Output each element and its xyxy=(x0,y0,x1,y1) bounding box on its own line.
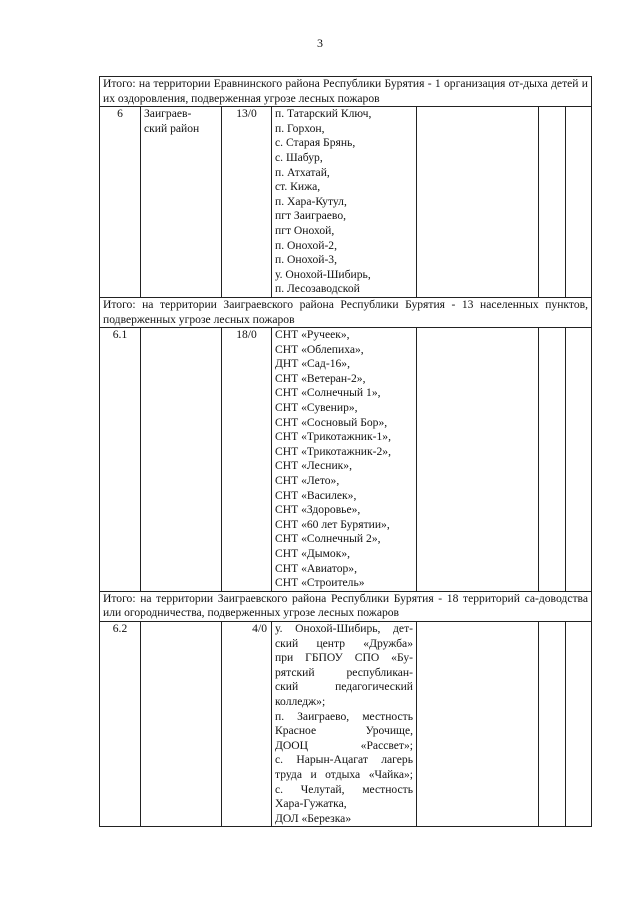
place-item: СНТ «Облепиха», xyxy=(275,342,364,356)
district-name xyxy=(141,621,222,826)
empty-cell xyxy=(539,107,566,298)
place-item: СНТ «Солнечный 2», xyxy=(275,532,381,546)
place-item: Красное Урочище, xyxy=(275,724,413,738)
place-item: пгт Заиграево, xyxy=(275,209,347,223)
total-row xyxy=(100,77,592,107)
settlement-count: 18/0 xyxy=(222,328,272,592)
district-table xyxy=(99,76,592,827)
total-row xyxy=(100,297,592,327)
place-item: с. Челутай, местность xyxy=(275,782,413,796)
place-item: пгт Онохой, xyxy=(275,223,335,237)
place-item: п. Татарский Ключ, xyxy=(275,107,372,121)
district-name: Заиграев- ский район xyxy=(141,107,222,298)
table-row xyxy=(100,621,592,826)
place-item: п. Атхатай, xyxy=(275,165,330,179)
place-item: СНТ «Ветеран-2», xyxy=(275,371,366,385)
place-item: при ГБПОУ СПО «Бу- xyxy=(275,651,413,665)
total-text: Итого: на территории Заиграевского района Республики Бурятия - 13 населенных пунктов, подверженных угрозе лесных пожаров xyxy=(100,297,592,327)
place-item: СНТ «Здоровье», xyxy=(275,503,361,517)
place-item: Хара-Гужатка, xyxy=(275,797,347,811)
place-item: СНТ «Трикотажник-1», xyxy=(275,430,391,444)
place-item: у. Онохой-Шибирь, дет- xyxy=(275,621,413,635)
empty-cell xyxy=(417,328,539,592)
place-item: СНТ «Авиатор», xyxy=(275,561,357,575)
place-item: с. Старая Брянь, xyxy=(275,136,356,150)
place-item: ский педагогический xyxy=(275,680,413,694)
place-item: СНТ «Трикотажник-2», xyxy=(275,444,391,458)
place-item: СНТ «Солнечный 1», xyxy=(275,386,381,400)
place-item: СНТ «Василек», xyxy=(275,488,357,502)
place-item: СНТ «Сосновый Бор», xyxy=(275,415,388,429)
place-item: ДООЦ «Рассвет»; xyxy=(275,738,413,752)
total-text: Итого: на территории Еравнинского района Республики Бурятия - 1 организация от-дыха детей и их оздоровления, подверженная угрозе лесных пожаров xyxy=(100,77,592,107)
total-row xyxy=(100,591,592,621)
settlement-count: 13/0 xyxy=(222,107,272,298)
empty-cell xyxy=(539,328,566,592)
row-number: 6.1 xyxy=(100,328,141,592)
settlement-count: 4/0 xyxy=(222,621,272,826)
place-item: п. Онохой-2, xyxy=(275,238,337,252)
place-item: ский центр «Дружба» xyxy=(275,636,413,650)
place-item: СНТ «Строитель» xyxy=(275,576,365,590)
row-number: 6.2 xyxy=(100,621,141,826)
place-item: колледж»; xyxy=(275,694,326,708)
row-number: 6 xyxy=(100,107,141,298)
place-item: СНТ «60 лет Бурятии», xyxy=(275,517,390,531)
place-item: п. Хара-Кутул, xyxy=(275,194,347,208)
place-item: СНТ «Дымок», xyxy=(275,547,351,560)
place-item: СНТ «Ручеек», xyxy=(275,328,350,342)
place-item: п. Горхон, xyxy=(275,121,325,135)
district-name xyxy=(141,328,222,592)
place-item: СНТ «Лето», xyxy=(275,474,340,488)
place-list xyxy=(272,328,417,592)
place-item: п. Заиграево, местность xyxy=(275,709,413,723)
total-text: Итого: на территории Заиграевского района Республики Бурятия - 18 территорий са-доводства или огородничества, подверженных угрозе лесных пожаров xyxy=(100,591,592,621)
place-item: СНТ «Лесник», xyxy=(275,459,352,473)
empty-cell xyxy=(417,107,539,298)
place-item: труда и отдыха «Чайка»; xyxy=(275,767,413,781)
place-item: п. Лесозаводской xyxy=(275,282,360,296)
place-list xyxy=(272,107,417,298)
empty-cell xyxy=(417,621,539,826)
empty-cell xyxy=(566,107,592,298)
table-row xyxy=(100,328,592,592)
empty-cell xyxy=(566,621,592,826)
place-item: ДОЛ «Березка» xyxy=(275,811,352,825)
page-number: 3 xyxy=(317,36,323,50)
place-item: ст. Кижа, xyxy=(275,180,321,194)
table-row xyxy=(100,107,592,298)
empty-cell xyxy=(566,328,592,592)
place-item: с. Нарын-Ацагат лагерь xyxy=(275,753,413,767)
place-item: у. Онохой-Шибирь, xyxy=(275,267,371,281)
place-item: с. Шабур, xyxy=(275,150,323,164)
place-item: рятский республикан- xyxy=(275,665,413,679)
empty-cell xyxy=(539,621,566,826)
place-list xyxy=(272,621,417,826)
place-item: СНТ «Сувенир», xyxy=(275,401,358,415)
place-item: п. Онохой-3, xyxy=(275,253,337,267)
place-item: ДНТ «Сад-16», xyxy=(275,357,350,371)
